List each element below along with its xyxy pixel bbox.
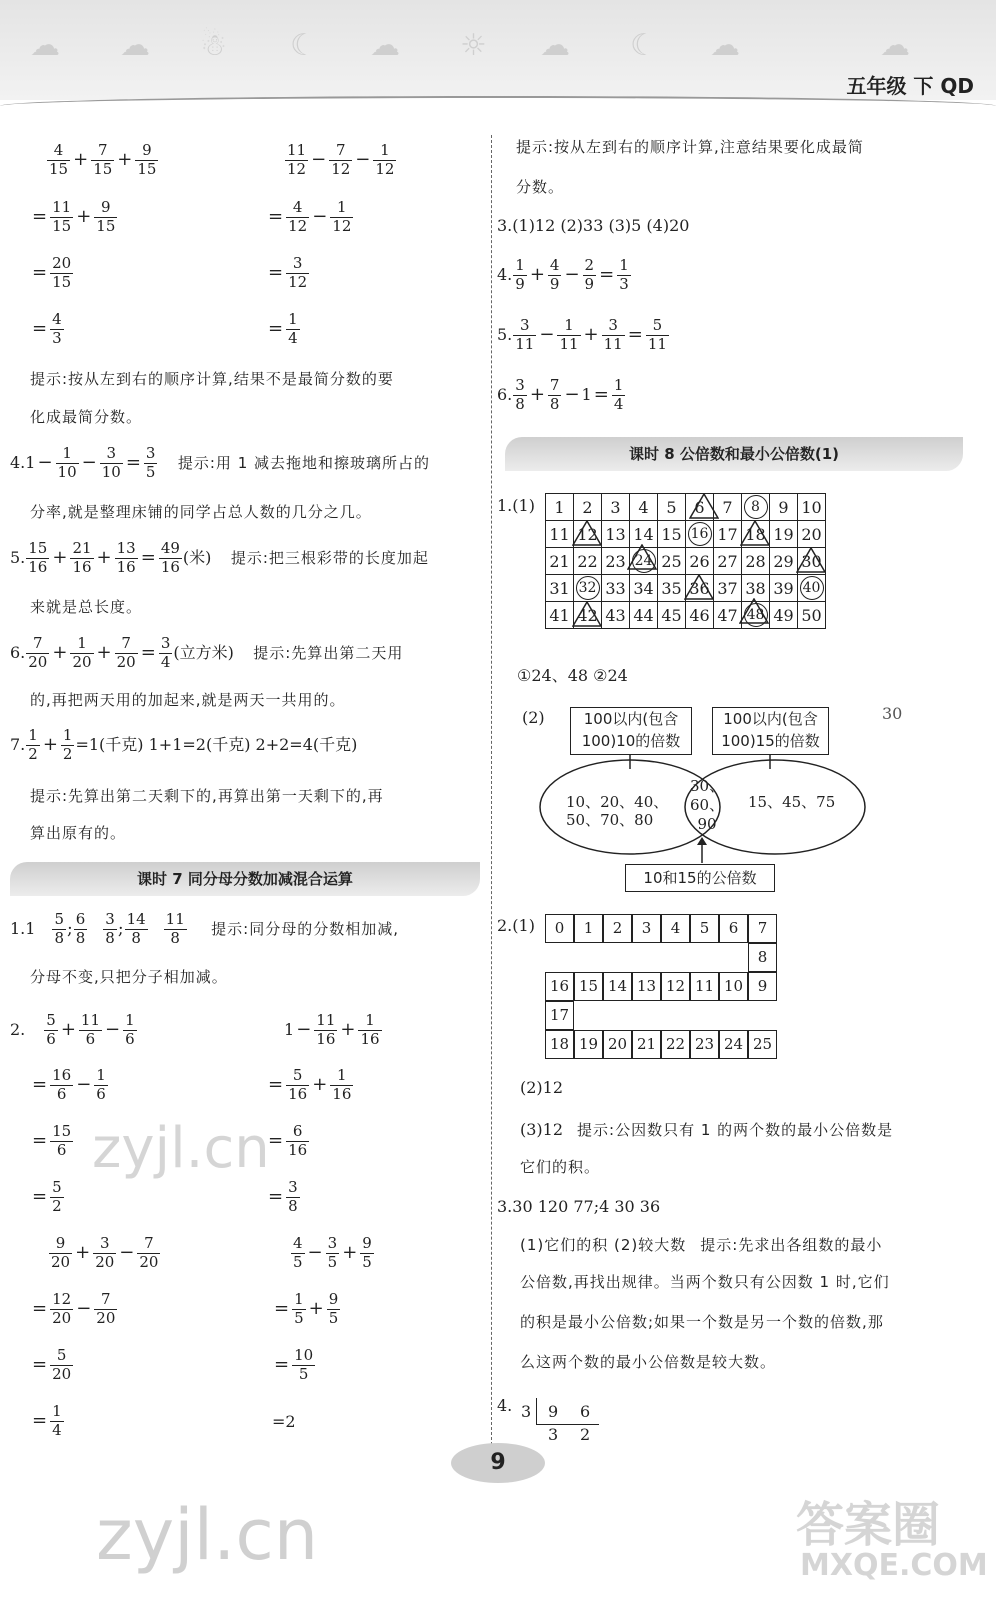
page-number: 9 (451, 1443, 545, 1483)
path-cell: 24 (719, 1030, 748, 1059)
grid-number: 26 (689, 551, 710, 571)
grid-cell (686, 548, 714, 575)
path-cell: 5 (690, 914, 719, 943)
lesson7-question-1: 1.1 $\frac{5}{8}$ ; $\frac{6}{8}$ $\frac{3}{8}$ ; $\frac{14}{8}$ $\frac{11}{8}$ 提示:同分母的分数相加减, (10, 910, 399, 947)
grid-cell (742, 602, 770, 629)
triangle-icon (740, 520, 770, 546)
expr-a1: $\frac{4}{15}$ + $\frac{7}{15}$ + $\frac{9}{15}$ (49, 141, 157, 178)
grid-number: 15 (661, 524, 682, 544)
grid-number: 14 (633, 524, 654, 544)
lesson7-q2-a2: = $\frac{16}{6}$ − $\frac{1}{6}$ (32, 1066, 106, 1103)
triangle-mark (577, 525, 597, 544)
watermark: MXQE.COM (800, 1548, 988, 1583)
triangle-mark (694, 498, 704, 517)
grid-number: 22 (577, 551, 598, 571)
grid-number: 29 (773, 551, 794, 571)
venn-mid-values: 30、 60、 90 (690, 777, 725, 833)
triangle-mark (745, 525, 765, 544)
hint-text: 提示:按从左到右的顺序计算,结果不是最简分数的要 (30, 370, 394, 388)
triangle-icon (739, 598, 769, 624)
path-cell: 1 (574, 914, 603, 943)
grid-number: 43 (605, 605, 626, 625)
grid-cell (714, 602, 742, 629)
grid-number: 21 (549, 551, 570, 571)
expr-b2: = $\frac{4}{12}$ − $\frac{1}{12}$ (268, 198, 352, 235)
grid-number: 45 (661, 605, 682, 625)
snow-cloud-icon: ☃ (200, 28, 227, 63)
grid-cell (686, 494, 714, 521)
side-number: 30 (882, 704, 903, 723)
lesson7-q2-c1: $\frac{9}{20}$ + $\frac{3}{20}$ − $\frac{7}{20}$ (51, 1234, 159, 1271)
path-cell: 21 (632, 1030, 661, 1059)
grid-cell (742, 521, 770, 548)
grid-cell (658, 494, 686, 521)
path-cell: 22 (661, 1030, 690, 1059)
lesson7-q2-c4: = $\frac{1}{4}$ (32, 1402, 62, 1439)
grid-cell (770, 575, 798, 602)
grid-number: 3 (610, 497, 621, 517)
path-cell: 2 (603, 914, 632, 943)
lesson7-q2-a3: = $\frac{15}{6}$ (32, 1122, 72, 1159)
q2-answer-3: (3)12 提示:公因数只有 1 的两个数的最小公倍数是 (520, 1120, 894, 1139)
lesson-8-title: 课时 8 公倍数和最小公倍数(1) (505, 437, 963, 471)
grid-number: 20 (801, 524, 822, 544)
triangle-icon (796, 547, 826, 573)
question-5: 5. $\frac{15}{16}$ + $\frac{21}{16}$ + $\frac{13}{16}$ = $\frac{49}{16}$ (米) 提示:把三根彩带的长度加起 (10, 539, 429, 576)
expr-b3: = $\frac{3}{12}$ (268, 254, 308, 291)
grid-number: 48 (744, 603, 768, 627)
cloud-icon: ☁ (370, 28, 400, 63)
path-cell: 11 (690, 972, 719, 1001)
path-cell: 18 (545, 1030, 574, 1059)
division-dividend-b: 6 (580, 1402, 591, 1421)
grid-number: 38 (745, 578, 766, 598)
lesson7-q2-b3: = $\frac{6}{16}$ (268, 1122, 308, 1159)
grid-number: 36 (689, 578, 710, 598)
hint-text: 提示:先算出第二天剩下的,再算出第一天剩下的,再 (30, 787, 384, 805)
hint-text: 公倍数,再找出规律。当两个数只有公因数 1 时,它们 (520, 1273, 890, 1291)
triangle-icon (627, 544, 657, 570)
triangle-mark (689, 579, 709, 598)
venn-label: (2) (522, 708, 545, 727)
question-3b: 3.30 120 77;4 30 36 (497, 1197, 661, 1216)
lesson7-q2-a1: 2. $\frac{5}{6}$ + $\frac{11}{6}$ − $\frac{1}{6}$ (10, 1011, 135, 1048)
grid-cell (630, 575, 658, 602)
grid-cell (574, 521, 602, 548)
triangle-mark (801, 552, 821, 571)
lesson7-q2-d2: = $\frac{1}{5}$ + $\frac{9}{5}$ (274, 1290, 339, 1327)
q2-answer-2: (2)12 (520, 1078, 564, 1097)
grid-number: 32 (576, 576, 600, 600)
path-cell: 12 (661, 972, 690, 1001)
path-cell: 14 (603, 972, 632, 1001)
division-divisor: 3 (521, 1402, 532, 1421)
grid-number: 18 (745, 524, 766, 544)
grid-number: 2 (582, 497, 593, 517)
grid-number: 19 (773, 524, 794, 544)
grade-label: 五年级 下 QD (846, 74, 974, 98)
hint-text: 来就是总长度。 (30, 598, 143, 616)
grid-number: 7 (722, 497, 733, 517)
path-cell: 25 (748, 1030, 777, 1059)
grid-cell (546, 548, 574, 575)
path-cell: 19 (574, 1030, 603, 1059)
moon-icon: ☾ (630, 28, 657, 63)
grid-cell (658, 548, 686, 575)
grid-cell (714, 575, 742, 602)
venn-right-values: 15、45、75 (748, 793, 836, 811)
hint-text: 分率,就是整理床铺的同学占总人数的几分之几。 (30, 503, 372, 521)
grid-cell (658, 575, 686, 602)
grid-cell (574, 548, 602, 575)
lesson7-q2-b4: = $\frac{3}{8}$ (268, 1178, 298, 1215)
grid-number: 13 (605, 524, 626, 544)
grid-number: 1 (554, 497, 565, 517)
snow-cloud-icon: ☁ (880, 28, 910, 63)
lesson7-q2-c3: = $\frac{5}{20}$ (32, 1346, 72, 1383)
grid-cell (686, 521, 714, 548)
lesson7-q2-c2: = $\frac{12}{20}$ − $\frac{7}{20}$ (32, 1290, 116, 1327)
grid-number: 30 (801, 551, 822, 571)
hint-text: 算出原有的。 (30, 824, 127, 842)
grid-cell (546, 494, 574, 521)
grid-number: 42 (577, 605, 598, 625)
question-6-right: 6. $\frac{3}{8}$ + $\frac{7}{8}$ − 1 = $\frac{1}{4}$ (497, 376, 624, 413)
grid-number: 35 (661, 578, 682, 598)
grid-cell (686, 602, 714, 629)
grid-cell (770, 602, 798, 629)
question-7: 7. $\frac{1}{2}$ + $\frac{1}{2}$ =1(千克) 1+1=2(千克) 2+2=4(千克) (10, 726, 358, 763)
path-cell: 8 (748, 943, 777, 972)
triangle-mark (632, 549, 656, 573)
cloud-icon: ☁ (540, 28, 570, 63)
path-cell: 7 (748, 914, 777, 943)
grid-number: 31 (549, 578, 570, 598)
grid-number: 28 (745, 551, 766, 571)
grid-number: 47 (717, 605, 738, 625)
grid-cell (798, 494, 826, 521)
grid1-label: 1.(1) (497, 496, 535, 515)
path-cell: 3 (632, 914, 661, 943)
grid-number: 8 (744, 495, 768, 519)
grid-cell (602, 521, 630, 548)
triangle-icon (684, 574, 714, 600)
grid-cell (798, 602, 826, 629)
grid-cell (546, 575, 574, 602)
sun-icon: ☼ (460, 28, 487, 63)
grid-cell (658, 602, 686, 629)
grid-number: 12 (577, 524, 598, 544)
lesson7-q2-b1: 1 − $\frac{11}{16}$ + $\frac{1}{16}$ (284, 1011, 380, 1048)
grid-number: 24 (632, 549, 656, 573)
grid-number: 40 (800, 576, 824, 600)
cloud-icon: ☁ (120, 28, 150, 63)
hint-text: 提示:按从左到右的顺序计算,注意结果要化成最简 (516, 138, 864, 156)
grid-cell (770, 521, 798, 548)
expr-a2: = $\frac{11}{15}$ + $\frac{9}{15}$ (32, 198, 116, 235)
watermark: 答案圈 (796, 1497, 941, 1553)
grid-number: 6 (694, 497, 705, 517)
grid-number: 49 (773, 605, 794, 625)
division-dividend-a: 9 (548, 1402, 559, 1421)
grid-cell (574, 575, 602, 602)
grid-cell (602, 602, 630, 629)
path-cell: 16 (545, 972, 574, 1001)
page-header (0, 0, 996, 100)
venn-box-right: 100以内(包含 100)15的倍数 (712, 707, 829, 755)
path-cell: 10 (719, 972, 748, 1001)
grid-cell (714, 548, 742, 575)
question-6: 6. $\frac{7}{20}$ + $\frac{1}{20}$ + $\frac{7}{20}$ = $\frac{3}{4}$ (立方米) 提示:先算出第二天用 (10, 634, 404, 671)
venn-left-values: 10、20、40、 50、70、80 (566, 793, 669, 829)
question-5-right: 5. $\frac{3}{11}$ − $\frac{1}{11}$ + $\frac{3}{11}$ = $\frac{5}{11}$ (497, 316, 667, 353)
cloud-icon: ☁ (710, 28, 740, 63)
triangle-icon (572, 520, 602, 546)
path-cell: 13 (632, 972, 661, 1001)
lesson7-q2-d3: = $\frac{10}{5}$ (274, 1346, 314, 1383)
question-4-right: 4. $\frac{1}{9}$ + $\frac{4}{9}$ − $\frac{2}{9}$ = $\frac{1}{3}$ (497, 256, 629, 293)
question-4b-num: 4. (497, 1396, 513, 1415)
grid-cell (630, 602, 658, 629)
path-cell: 23 (690, 1030, 719, 1059)
grid-number: 33 (605, 578, 626, 598)
path-cell: 6 (719, 914, 748, 943)
venn-bottom-label: 10和15的公倍数 (625, 864, 775, 892)
path-cell: 9 (748, 972, 777, 1001)
question-4: 4.1 − $\frac{1}{10}$ − $\frac{3}{10}$ = $\frac{3}{5}$ 提示:用 1 减去拖地和擦玻璃所占的 (10, 444, 431, 481)
grid-cell (546, 602, 574, 629)
grid1-answer: ①24、48 ②24 (517, 666, 628, 685)
lesson7-q2-d4: =2 (272, 1412, 296, 1431)
moon-icon: ☾ (290, 28, 317, 63)
lesson7-q2-b2: = $\frac{5}{16}$ + $\frac{1}{16}$ (268, 1066, 352, 1103)
grid-number: 4 (638, 497, 649, 517)
grid-cell (798, 521, 826, 548)
venn-box-left: 100以内(包含 100)10的倍数 (570, 707, 692, 755)
grid-number: 9 (778, 497, 789, 517)
grid-cell (798, 548, 826, 575)
grid-cell (742, 548, 770, 575)
grid-cell (714, 494, 742, 521)
cloud-icon: ☁ (30, 28, 60, 63)
lesson7-q2-d1: $\frac{4}{5}$ − $\frac{3}{5}$ + $\frac{9}{5}$ (293, 1234, 372, 1271)
path-cell: 17 (545, 1001, 574, 1030)
hint-text: 化成最简分数。 (30, 408, 143, 426)
grid2-label: 2.(1) (497, 916, 535, 935)
triangle-icon (572, 601, 602, 627)
grid-number: 37 (717, 578, 738, 598)
question-3: 3.(1)12 (2)33 (3)5 (4)20 (497, 216, 690, 235)
grid-cell (770, 494, 798, 521)
path-cell: 0 (545, 914, 574, 943)
path-cell: 15 (574, 972, 603, 1001)
hint-text: 的积是最小公倍数;如果一个数是另一个数的倍数,那 (520, 1313, 884, 1331)
grid-number: 50 (801, 605, 822, 625)
grid-number: 39 (773, 578, 794, 598)
grid-number: 17 (717, 524, 738, 544)
hint-text: 的,再把两天用的加起来,就是两天一共用的。 (30, 691, 346, 709)
watermark: zyjl.cn (92, 1116, 270, 1181)
grid-number: 41 (549, 605, 570, 625)
hint-text: 分母不变,只把分子相加减。 (30, 968, 228, 986)
grid-cell (574, 602, 602, 629)
grid-number: 5 (666, 497, 677, 517)
lesson7-q2-a4: = $\frac{5}{2}$ (32, 1178, 62, 1215)
grid-cell (630, 548, 658, 575)
grid-number: 16 (688, 522, 712, 546)
grid-cell (574, 494, 602, 521)
path-cell: 20 (603, 1030, 632, 1059)
hint-text: 么这两个数的最小公倍数是较大数。 (520, 1353, 777, 1371)
grid-cell (714, 521, 742, 548)
grid-number: 46 (689, 605, 710, 625)
column-divider (491, 135, 492, 1445)
grid-cell (602, 575, 630, 602)
grid-number: 10 (801, 497, 822, 517)
grid-number: 11 (549, 524, 570, 544)
expr-a3: = $\frac{20}{15}$ (32, 254, 72, 291)
grid-cell (602, 494, 630, 521)
division-quotient-a: 3 (548, 1425, 559, 1444)
grid-cell (686, 575, 714, 602)
grid-cell (742, 494, 770, 521)
hint-text: 分数。 (516, 178, 565, 196)
grid-cell (658, 521, 686, 548)
triangle-mark (577, 606, 597, 625)
expr-a4: = $\frac{4}{3}$ (32, 310, 62, 347)
grid-number: 44 (633, 605, 654, 625)
grid-number: 23 (605, 551, 626, 571)
grid-number: 34 (633, 578, 654, 598)
grid-cell (770, 548, 798, 575)
lesson-7-title: 课时 7 同分母分数加减混合运算 (10, 862, 480, 896)
grid-number: 27 (717, 551, 738, 571)
path-cell: 4 (661, 914, 690, 943)
grid-cell (546, 521, 574, 548)
grid-cell (798, 575, 826, 602)
grid-cell (630, 494, 658, 521)
triangle-mark (744, 603, 768, 627)
grid-number: 25 (661, 551, 682, 571)
expr-b4: = $\frac{1}{4}$ (268, 310, 298, 347)
division-quotient-b: 2 (580, 1425, 591, 1444)
watermark: zyjl.cn (96, 1494, 319, 1576)
expr-b1: $\frac{11}{12}$ − $\frac{7}{12}$ − $\frac{1}{12}$ (287, 141, 395, 178)
hundred-grid (545, 493, 826, 629)
hint-text: 它们的积。 (520, 1158, 601, 1176)
grid-cell (602, 548, 630, 575)
question-3b-answer: (1)它们的积 (2)较大数 提示:先求出各组数的最小 (520, 1236, 883, 1254)
